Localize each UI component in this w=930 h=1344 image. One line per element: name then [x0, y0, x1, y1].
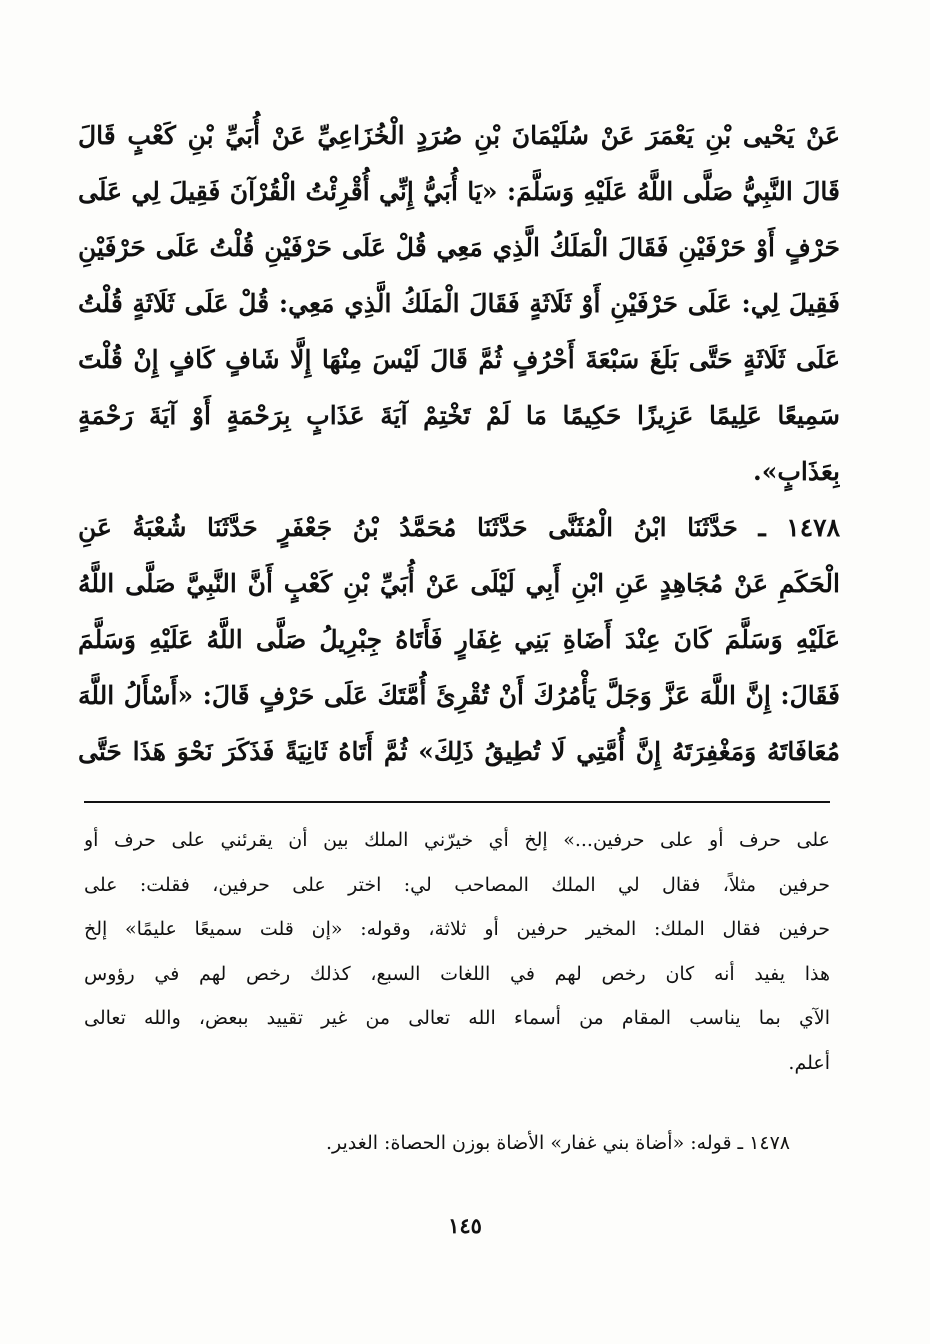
- footnote-line: هذا يفيد أنه كان رخص لهم في اللغات السبع، كذلك رخص لهم في رؤوس: [84, 962, 830, 985]
- footnote-divider: [84, 801, 830, 803]
- text-line: فَقَالَ: إِنَّ اللَّهَ عَزَّ وَجَلَّ يَأْمُرُكَ أَنْ تُقْرِئَ أُمَّتَكَ عَلَى حَرْفٍ قَالَ: «أَسْأَلُ اللَّهَ: [78, 681, 840, 710]
- footnote-commentary: [84, 818, 830, 1085]
- text-line: بِعَذَابٍ».: [753, 457, 840, 486]
- text-line: عَلَى ثَلَاثَةٍ حَتَّى بَلَغَ سَبْعَةَ أَحْرُفٍ ثُمَّ قَالَ لَيْسَ مِنْهَا إِلَّا شَافٍ كَافٍ إِنْ قُلْتَ: [78, 345, 840, 374]
- footnote-line: الآي بما يناسب المقام من أسماء الله تعالى من غير تقييد ببعض، والله تعالى: [84, 1007, 830, 1029]
- footnote-line: حرفين فقال الملك: المخير حرفين أو ثلاثة، وقوله: «إن قلت سميعًا عليمًا» إلخ: [84, 918, 830, 940]
- text-line: مُعَافَاتَهُ وَمَغْفِرَتَهُ إِنَّ أُمَّتِي لَا تُطِيقُ ذَلِكَ» ثُمَّ أَتَاهُ ثَانِيَةً فَذَكَرَ نَحْوَ هَذَا حَتَّى: [78, 737, 840, 766]
- footnote-line: حرفين مثلاً، فقال لي الملك المصاحب لي: اختر على حرفين، فقلت: على: [84, 873, 830, 896]
- text-line: عَلَيْهِ وَسَلَّمَ كَانَ عِنْدَ أَضَاةِ بَنِي غِفَارٍ فَأَتَاهُ جِبْرِيلُ صَلَّى اللَّهُ عَلَيْهِ وَسَلَّمَ: [78, 625, 840, 654]
- hadith-text: [78, 108, 840, 780]
- page-number: ١٤٥: [448, 1213, 482, 1238]
- hadith-1478-start: ١٤٧٨ ـ حَدَّثَنَا ابْنُ الْمُثَنَّى حَدَّثَنَا مُحَمَّدُ بْنُ جَعْفَرٍ حَدَّثَنَا شُعْبَةُ عَنِ: [78, 513, 840, 542]
- text-line: سَمِيعًا عَلِيمًا عَزِيزًا حَكِيمًا مَا لَمْ تَخْتِمْ آيَةَ عَذَابٍ بِرَحْمَةٍ أَوْ آيَةَ رَحْمَةٍ: [78, 401, 840, 430]
- text-line: الْحَكَمِ عَنْ مُجَاهِدٍ عَنِ ابْنِ أَبِي لَيْلَى عَنْ أُبَيِّ بْنِ كَعْبٍ أَنَّ النَّبِيَّ صَلَّى اللَّهُ: [78, 569, 840, 598]
- footnote-line: أعلم.: [788, 1051, 830, 1074]
- footnote-1478: ١٤٧٨ ـ قوله: «أضاة بني غفار» الأضاة بوزن الحصاة: الغدير.: [326, 1132, 790, 1154]
- text-line: حَرْفٍ أَوْ حَرْفَيْنِ فَقَالَ الْمَلَكُ الَّذِي مَعِي قُلْ عَلَى حَرْفَيْنِ قُلْتُ عَلَى حَرْفَيْنِ: [78, 233, 840, 262]
- text-line: عَنْ يَحْيى بْنِ يَعْمَرَ عَنْ سُلَيْمَانَ بْنِ صُرَدٍ الْخُزَاعِيِّ عَنْ أُبَيِّ بْنِ كَعْبٍ قَالَ: [78, 121, 840, 150]
- text-line: فَقِيلَ لِي: عَلَى حَرْفَيْنِ أَوْ ثَلَاثَةٍ فَقَالَ الْمَلَكُ الَّذِي مَعِي: قُلْ عَلَى ثَلَاثَةٍ قُلْتُ: [78, 289, 840, 318]
- footnote-line: على حرف أو على حرفين...» إلخ أي خيرّني الملك بين أن يقرئني على حرف أو: [84, 829, 830, 851]
- text-line: قَالَ النَّبِيُّ صَلَّى اللَّهُ عَلَيْهِ وَسَلَّمَ: «يَا أُبَيُّ إِنِّي أُقْرِئْتُ الْقُرْآنَ فَقِيلَ لِي عَلَى: [78, 177, 840, 206]
